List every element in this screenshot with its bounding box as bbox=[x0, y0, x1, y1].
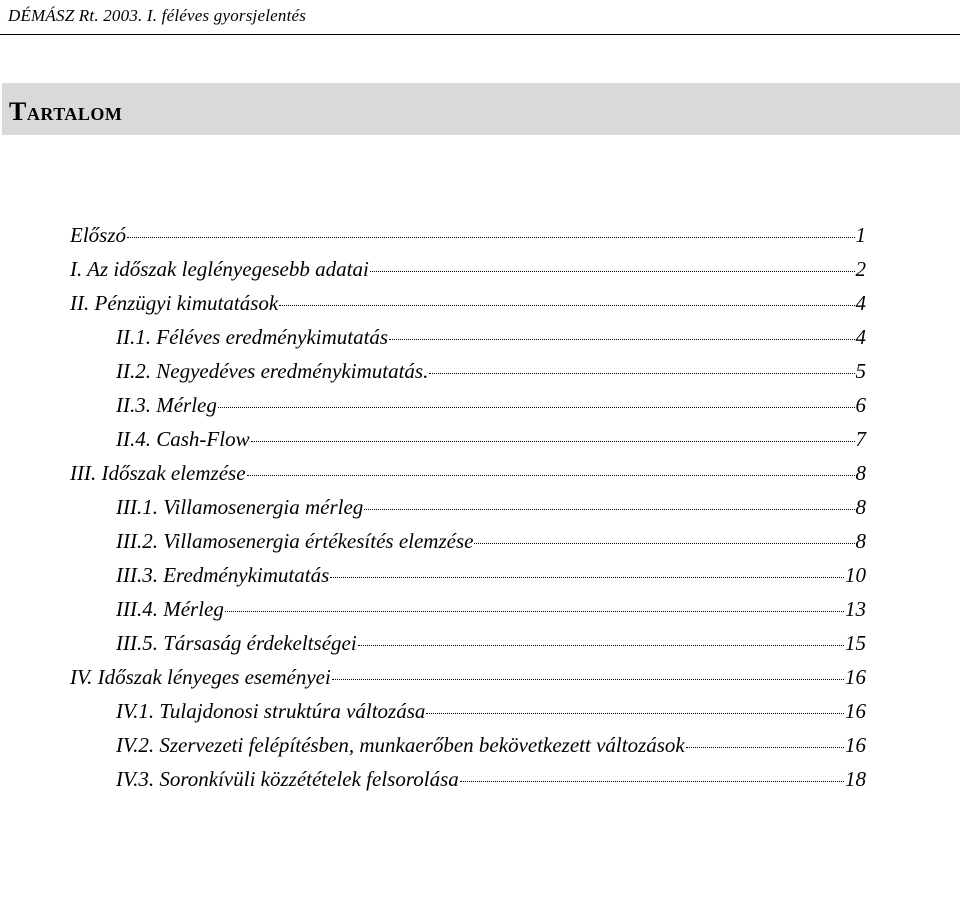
toc-entry-label: II. Pénzügyi kimutatások bbox=[70, 291, 279, 315]
toc-page-number: 8 bbox=[855, 461, 866, 485]
toc-page-number: 16 bbox=[845, 665, 866, 689]
toc-page-number: 15 bbox=[845, 631, 866, 655]
toc-dot-leader bbox=[225, 611, 844, 612]
toc-page-number: 4 bbox=[855, 291, 866, 315]
toc-entry-label: III.1. Villamosenergia mérleg bbox=[116, 495, 364, 519]
toc-dot-leader bbox=[247, 475, 855, 476]
toc-entry-label: II.3. Mérleg bbox=[116, 393, 217, 417]
page-title: Tartalom bbox=[9, 97, 123, 126]
toc-dot-leader bbox=[332, 679, 844, 680]
toc-entry-label: III. Időszak elemzése bbox=[70, 461, 246, 485]
toc-dot-leader bbox=[279, 305, 854, 306]
toc-dot-leader bbox=[460, 781, 844, 782]
toc-dot-leader bbox=[127, 237, 854, 238]
toc-entry[interactable] bbox=[116, 563, 866, 597]
toc-page-number: 10 bbox=[845, 563, 866, 587]
toc-entry[interactable] bbox=[116, 631, 866, 665]
toc-dot-leader bbox=[426, 713, 844, 714]
toc-entry[interactable] bbox=[116, 393, 866, 427]
toc-entry-label: I. Az időszak leglényegesebb adatai bbox=[70, 257, 369, 281]
toc-page-number: 6 bbox=[855, 393, 866, 417]
toc-dot-leader bbox=[429, 373, 854, 374]
toc-entry[interactable] bbox=[116, 767, 866, 801]
toc-entry[interactable] bbox=[116, 733, 866, 767]
toc-dot-leader bbox=[364, 509, 854, 510]
toc-entry[interactable] bbox=[116, 325, 866, 359]
toc-dot-leader bbox=[370, 271, 855, 272]
toc-entry-label: III.3. Eredménykimutatás bbox=[116, 563, 330, 587]
toc-entry[interactable] bbox=[116, 427, 866, 461]
toc-entry-label: IV.2. Szervezeti felépítésben, munkaerőben bekövetkezett változások bbox=[116, 733, 685, 757]
toc-page-number: 7 bbox=[855, 427, 866, 451]
toc-entry[interactable] bbox=[116, 495, 866, 529]
header-rule bbox=[0, 34, 960, 35]
toc-page-number: 2 bbox=[855, 257, 866, 281]
toc-entry-label: IV. Időszak lényeges eseményei bbox=[70, 665, 331, 689]
toc-entry-label: IV.1. Tulajdonosi struktúra változása bbox=[116, 699, 426, 723]
toc-dot-leader bbox=[474, 543, 854, 544]
toc-page-number: 4 bbox=[855, 325, 866, 349]
toc-entry[interactable] bbox=[116, 597, 866, 631]
toc-entry-label: II.1. Féléves eredménykimutatás bbox=[116, 325, 389, 349]
toc-entry-label: II.2. Negyedéves eredménykimutatás. bbox=[116, 359, 429, 383]
toc-page-number: 18 bbox=[845, 767, 866, 791]
toc-page-number: 5 bbox=[855, 359, 866, 383]
toc-entry-label: II.4. Cash-Flow bbox=[116, 427, 250, 451]
toc-entry-label: IV.3. Soronkívüli közzétételek felsorolása bbox=[116, 767, 459, 791]
toc-page-number: 16 bbox=[845, 733, 866, 757]
toc-entry[interactable] bbox=[70, 665, 866, 699]
toc-dot-leader bbox=[389, 339, 854, 340]
toc-page-number: 8 bbox=[855, 529, 866, 553]
toc-entry[interactable] bbox=[116, 529, 866, 563]
toc-entry-label: III.5. Társaság érdekeltségei bbox=[116, 631, 357, 655]
toc-page-number: 8 bbox=[855, 495, 866, 519]
toc-dot-leader bbox=[218, 407, 855, 408]
toc-entry[interactable] bbox=[70, 461, 866, 495]
toc-entry-label: III.2. Villamosenergia értékesítés elemzése bbox=[116, 529, 474, 553]
toc-entry-label: Előszó bbox=[70, 223, 127, 247]
toc-entry[interactable] bbox=[116, 699, 866, 733]
toc-page-number: 1 bbox=[855, 223, 866, 247]
toc-entry[interactable] bbox=[70, 291, 866, 325]
toc-dot-leader bbox=[686, 747, 844, 748]
toc-page-number: 13 bbox=[845, 597, 866, 621]
toc-page-number: 16 bbox=[845, 699, 866, 723]
title-bar bbox=[2, 83, 960, 135]
document-header: DÉMÁSZ Rt. 2003. I. féléves gyorsjelentés bbox=[8, 6, 307, 25]
toc-entry[interactable] bbox=[70, 257, 866, 291]
toc-entry[interactable] bbox=[70, 223, 866, 257]
toc-dot-leader bbox=[330, 577, 844, 578]
toc-dot-leader bbox=[358, 645, 844, 646]
toc-entry-label: III.4. Mérleg bbox=[116, 597, 224, 621]
toc-dot-leader bbox=[251, 441, 855, 442]
toc-entry[interactable] bbox=[116, 359, 866, 393]
